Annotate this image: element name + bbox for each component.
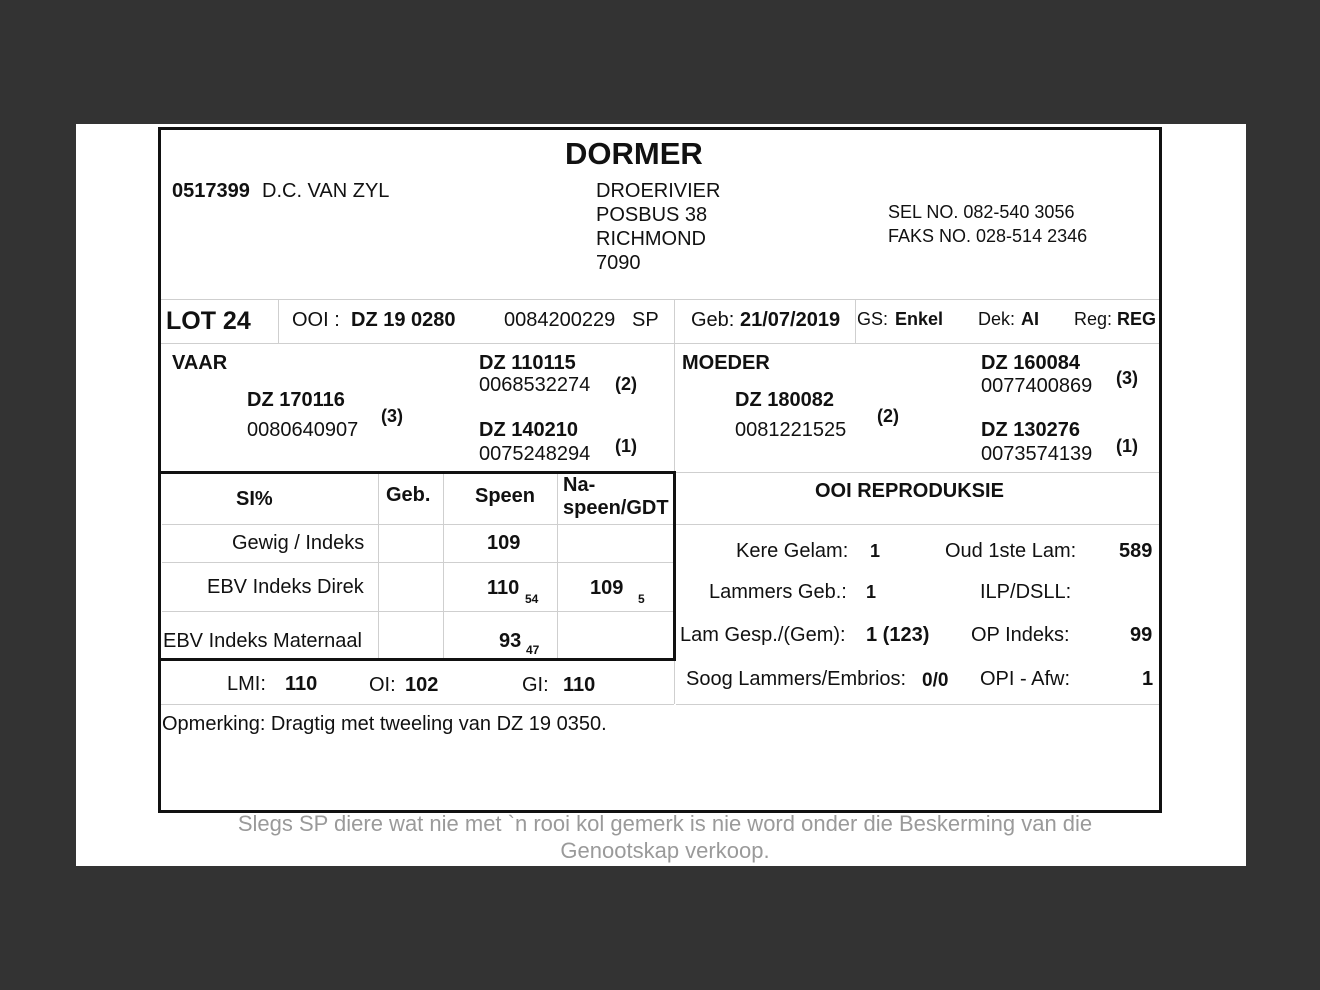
si-table-top — [160, 471, 676, 474]
reg-value: REG — [1117, 309, 1157, 329]
vaar-sire-number: 0068532274 — [479, 374, 591, 396]
divider-header — [161, 299, 1159, 300]
breeder-name: D.C. VAN ZYL — [262, 180, 390, 202]
op-indeks-label: OP Indeks: — [971, 624, 1070, 646]
sp-mark: SP — [632, 309, 659, 331]
gs-label: GS: — [857, 309, 889, 329]
moeder-dam-number: 0073574139 — [981, 443, 1093, 465]
address-line-3: RICHMOND — [596, 228, 706, 250]
lam-gesp-label: Lam Gesp./(Gem): — [680, 624, 846, 646]
vaar-count: (3) — [381, 406, 403, 426]
si-row-naspeen-sub: 5 — [638, 592, 645, 606]
oi-label: OI: — [369, 674, 396, 696]
gs-value: Enkel — [895, 309, 944, 329]
soog-lammers-label: Soog Lammers/Embrios: — [686, 668, 907, 690]
ooi-label: OOI : — [292, 309, 340, 331]
gi-value: 110 — [563, 674, 596, 696]
remark: Opmerking: Dragtig met tweeling van DZ 19 0350. — [162, 713, 607, 735]
moeder-sire-count: (3) — [1116, 368, 1138, 388]
moeder-label: MOEDER — [682, 352, 770, 374]
kere-gelam-label: Kere Gelam: — [736, 540, 849, 562]
footer-line-2: Genootskap verkoop. — [560, 838, 770, 863]
dek-value: AI — [1021, 309, 1039, 329]
soog-lammers-value: 0/0 — [922, 670, 949, 691]
si-row-naspeen: 109 — [590, 577, 624, 599]
vaar-dam-number: 0075248294 — [479, 443, 591, 465]
divider-moeder — [676, 472, 1159, 473]
si-row-line-1 — [162, 524, 673, 525]
oi-value: 102 — [405, 674, 439, 696]
si-table-bottom — [160, 658, 676, 661]
ilp-dsll-label: ILP/DSLL: — [980, 581, 1072, 603]
address-line-1: DROERIVIER — [596, 180, 721, 202]
ewe-id-number: 0084200229 — [504, 309, 616, 331]
cell-number: SEL NO. 082-540 3056 — [888, 202, 1075, 222]
si-row-speen-sub: 47 — [526, 643, 540, 657]
fax-number: FAKS NO. 028-514 2346 — [888, 226, 1088, 246]
si-row-speen-sub: 54 — [525, 592, 539, 606]
si-col-line-2 — [443, 474, 444, 658]
kere-gelam-value: 1 — [870, 541, 881, 561]
si-col-line-3 — [557, 474, 558, 658]
reproduction-title: OOI REPRODUKSIE — [815, 480, 1004, 502]
address-line-4: 7090 — [596, 252, 641, 274]
moeder-sire-id: DZ 160084 — [981, 352, 1080, 374]
vaar-dam-id: DZ 140210 — [479, 419, 578, 441]
moeder-sire-number: 0077400869 — [981, 375, 1093, 397]
dek-label: Dek: — [978, 309, 1016, 329]
si-row-label: Gewig / Indeks — [232, 532, 365, 554]
breed-title: DORMER — [565, 136, 703, 171]
si-row-speen: 93 — [499, 630, 522, 652]
opi-afw-label: OPI - Afw: — [980, 668, 1071, 690]
divider-geb — [674, 300, 675, 472]
si-row-line-3 — [162, 611, 673, 612]
geb-label: Geb: — [691, 309, 735, 331]
divider-indices — [674, 660, 675, 704]
vaar-label: VAAR — [172, 352, 228, 374]
ooi-value: DZ 19 0280 — [351, 309, 456, 331]
vaar-sire-id: DZ 110115 — [479, 352, 576, 374]
breeder-id: 0517399 — [172, 180, 250, 202]
moeder-number: 0081221525 — [735, 419, 847, 441]
footer-line-1: Slegs SP diere wat nie met `n rooi kol gemerk is nie word onder die Beskerming van die — [237, 811, 1093, 836]
lammers-geb-value: 1 — [866, 582, 877, 602]
gi-label: GI: — [522, 674, 549, 696]
divider-lot — [278, 300, 279, 343]
si-row-speen: 110 — [487, 577, 520, 599]
moeder-id: DZ 180082 — [735, 389, 834, 411]
vaar-sire-count: (2) — [615, 374, 637, 394]
geb-header: Geb. — [386, 484, 431, 506]
si-row-label: EBV Indeks Maternaal — [163, 630, 362, 652]
divider-repro-bottom — [676, 704, 1159, 705]
si-header: SI% — [236, 488, 273, 510]
vaar-dam-count: (1) — [615, 436, 637, 456]
moeder-dam-id: DZ 130276 — [981, 419, 1080, 441]
lot-number: LOT 24 — [166, 307, 251, 335]
geb-value: 21/07/2019 — [740, 309, 841, 331]
moeder-count: (2) — [877, 406, 899, 426]
address-line-2: POSBUS 38 — [596, 204, 708, 226]
si-row-speen: 109 — [487, 532, 521, 554]
lmi-label: LMI: — [227, 673, 266, 695]
speen-header: Speen — [475, 485, 536, 507]
divider-gs — [855, 300, 856, 343]
moeder-dam-count: (1) — [1116, 436, 1138, 456]
reg-label: Reg: — [1074, 309, 1113, 329]
oud-eerste-lam-label: Oud 1ste Lam: — [945, 540, 1077, 562]
si-col-line-1 — [378, 474, 379, 658]
naspeen-header-line-1: Na- — [563, 474, 596, 496]
op-indeks-value: 99 — [1130, 624, 1153, 646]
lammers-geb-label: Lammers Geb.: — [709, 581, 847, 603]
vaar-number: 0080640907 — [247, 419, 359, 441]
opi-afw-value: 1 — [1142, 668, 1154, 690]
naspeen-header-line-2: speen/GDT — [563, 497, 669, 519]
si-row-line-2 — [162, 562, 673, 563]
lmi-value: 110 — [285, 673, 318, 695]
lam-gesp-value: 1 (123) — [866, 624, 930, 646]
oud-eerste-lam-value: 589 — [1119, 540, 1153, 562]
divider-indices-bottom — [161, 704, 674, 705]
divider-lot-row — [161, 343, 1159, 344]
si-table-right — [673, 471, 676, 661]
vaar-id: DZ 170116 — [247, 389, 345, 411]
si-row-label: EBV Indeks Direk — [207, 576, 364, 598]
divider-repro-title — [676, 524, 1159, 525]
